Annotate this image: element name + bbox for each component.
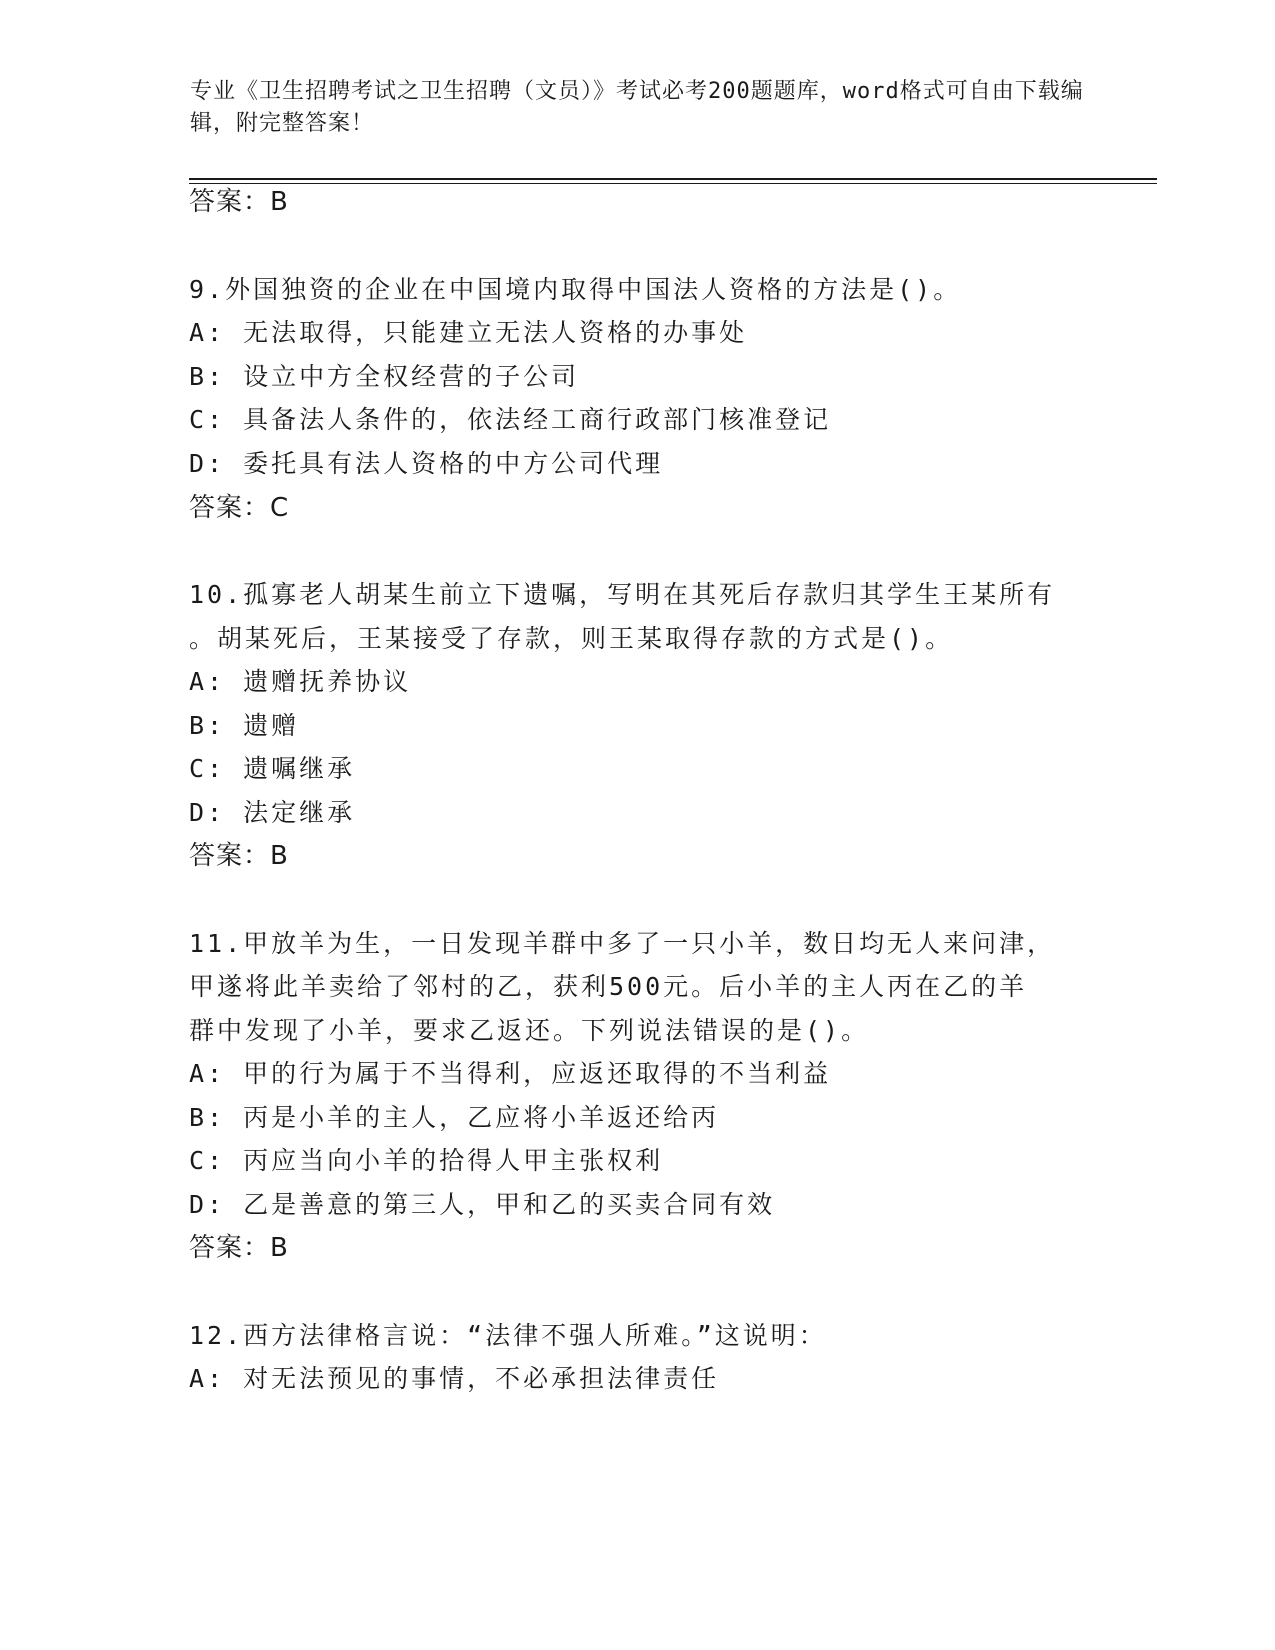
question-11-answer: 答案：B — [189, 1233, 289, 1263]
header-divider-thick — [189, 178, 1157, 180]
question-10-option-a: A: 遗赠抚养协议 — [189, 667, 412, 696]
question-11-text-line-1: 11.甲放羊为生，一日发现羊群中多了一只小羊，数日均无人来问津， — [189, 929, 1056, 958]
question-9-option-a: A: 无法取得，只能建立无法人资格的办事处 — [189, 318, 748, 347]
question-11-option-c: C: 丙应当向小羊的拾得人甲主张权利 — [189, 1146, 664, 1175]
question-9-option-c: C: 具备法人条件的，依法经工商行政部门核准登记 — [189, 405, 832, 434]
answer-previous: 答案：B — [189, 187, 289, 217]
question-10-option-c: C: 遗嘱继承 — [189, 754, 356, 783]
page-header: 专业《卫生招聘考试之卫生招聘（文员）》考试必考200题题库，word格式可自由下载编辑，附完整答案！ — [190, 79, 1084, 136]
question-12-option-a: A: 对无法预见的事情，不必承担法律责任 — [189, 1364, 720, 1393]
question-11-option-d: D: 乙是善意的第三人，甲和乙的买卖合同有效 — [189, 1190, 776, 1219]
question-11-option-a: A: 甲的行为属于不当得利，应返还取得的不当利益 — [189, 1059, 832, 1088]
question-10-option-b: B: 遗赠 — [189, 711, 300, 740]
question-12-text: 12.西方法律格言说：“法律不强人所难。”这说明： — [189, 1321, 827, 1350]
question-9-option-d: D: 委托具有法人资格的中方公司代理 — [189, 449, 664, 478]
question-10-text-line-2: 。胡某死后，王某接受了存款，则王某取得存款的方式是()。 — [189, 624, 954, 653]
question-10-text-line-1: 10.孤寡老人胡某生前立下遗嘱，写明在其死后存款归其学生王某所有 — [189, 580, 1056, 609]
question-10-option-d: D: 法定继承 — [189, 798, 356, 827]
question-9-answer: 答案：C — [189, 493, 290, 523]
question-11-text-line-3: 群中发现了小羊，要求乙返还。下列说法错误的是()。 — [189, 1016, 870, 1045]
question-11-text-line-2: 甲遂将此羊卖给了邻村的乙，获利500元。后小羊的主人丙在乙的羊 — [189, 972, 1028, 1001]
question-10-answer: 答案：B — [189, 841, 289, 871]
question-9-text: 9.外国独资的企业在中国境内取得中国法人资格的方法是()。 — [189, 275, 962, 304]
header-divider-thin — [189, 183, 1157, 184]
question-11-option-b: B: 丙是小羊的主人，乙应将小羊返还给丙 — [189, 1103, 720, 1132]
question-9-option-b: B: 设立中方全权经营的子公司 — [189, 362, 580, 391]
